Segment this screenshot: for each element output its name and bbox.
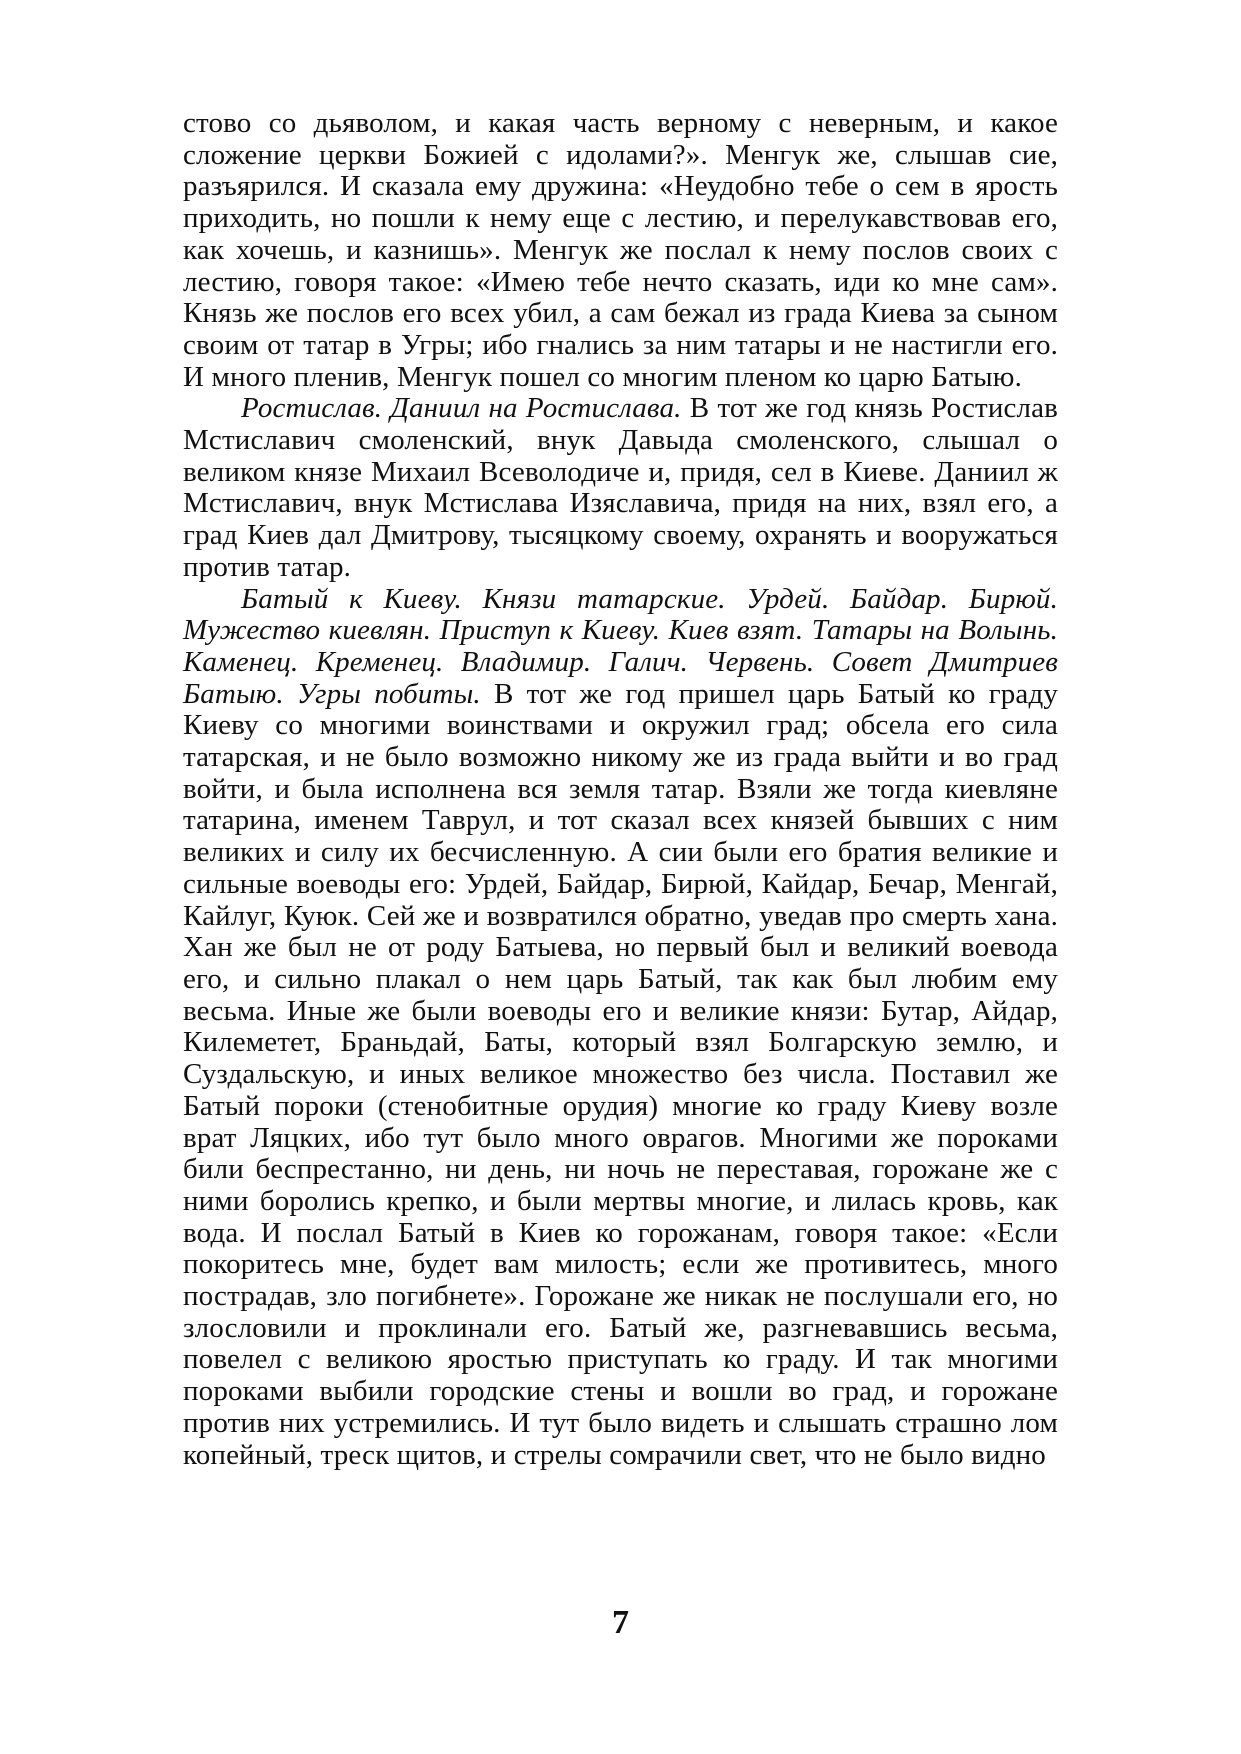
paragraph-2	[183, 393, 1058, 583]
paragraph-3-text: В тот же год пришел царь Батый ко граду Киеву со многими воинствами и окружил град; обсела его сила татарская, и не было возможно никому же из града выйти и во град войти, и была исполнена вся земля татар. Взяли же тогда киевляне татарина, именем Таврул, и тот сказал всех князей бывших с ним великих и силу их бесчисленную. А сии были его братия великие и сильные воеводы его: Урдей, Байдар, Бирюй, Кайдар, Бечар, Менгай, Кайлуг, Куюк. Сей же и возвратился обратно, уведав про смерть хана. Хан же был не от роду Батыева, но первый был и великий воевода его, и сильно плакал о нем царь Батый, так как был любим ему весьма. Иные же были воеводы его и великие князи: Бутар, Айдар, Килеметет, Браньдай, Баты, который взял Болгарскую землю, и Суздальскую, и иных великое множество без числа. Поставил же Батый пороки (стенобитные орудия) многие ко граду Киеву возле врат Ляцких, ибо тут было много оврагов. Многими же пороками били беспрестанно, ни день, ни ночь не переставая, горожане же с ними боролись крепко, и были мертвы многие, и лилась кровь, как вода. И послал Батый в Киев ко горожанам, говоря такое: «Если покоритесь мне, будет вам милость; если же противитесь, много пострадав, зло погибнете». Горожане же никак не послушали его, но злословили и проклинали его. Батый же, разгневавшись весьма, повелел с великою яростью приступать ко граду. И так многими пороками выбили городские стены и вошли во град, и горожане против них устремились. И тут было видеть и слышать страшно лом копейный, треск щитов, и стрелы сомрачили свет, что не было видно	[183, 677, 1058, 1471]
paragraph-3	[183, 584, 1058, 1472]
paragraph-1	[183, 108, 1058, 393]
paragraph-1-text: стово со дьяволом, и какая часть верному с неверным, и какое сложение церкви Божией с идолами?». Менгук же, слышав сие, разъярился. И сказала ему дружина: «Неудобно тебе о сем в ярость приходить, но пошли к нему еще с лестию, и перелукавствовав его, как хочешь, и казнишь». Менгук же послал к нему послов своих с лестию, говоря такое: «Имею тебе нечто сказать, иди ко мне сам». Князь же послов его всех убил, а сам бежал из града Киева за сыном своим от татар в Угры; ибо гнались за ним татары и не настигли его. И много пленив, Менгук пошел со многим пленом ко царю Батыю.	[183, 107, 1058, 393]
paragraph-2-text: В тот же год князь Ростислав Мстиславич смоленский, внук Давыда смоленского, слышал о великом князе Михаил Всеволодиче и, придя, сел в Киеве. Даниил ж Мстиславич, внук Мстислава Изяславича, придя на них, взял его, а град Киев дал Дмитрову, тысяцкому своему, охранять и вооружаться против татар.	[183, 392, 1058, 583]
paragraph-2-heading: Ростислав. Даниил на Ростислава.	[241, 392, 682, 425]
body-text	[183, 108, 1058, 1471]
page-number: 7	[612, 1604, 629, 1641]
paragraph-3-heading: Батый к Киеву. Князи татарские. Урдей. Байдар. Бирюй. Мужество киевлян. Приступ к Киеву. Киев взят. Татары на Волынь. Каменец. Кременец. Владимир. Галич. Червень. Совет Дмитриев Батыю. Угры побиты.	[183, 582, 1058, 710]
